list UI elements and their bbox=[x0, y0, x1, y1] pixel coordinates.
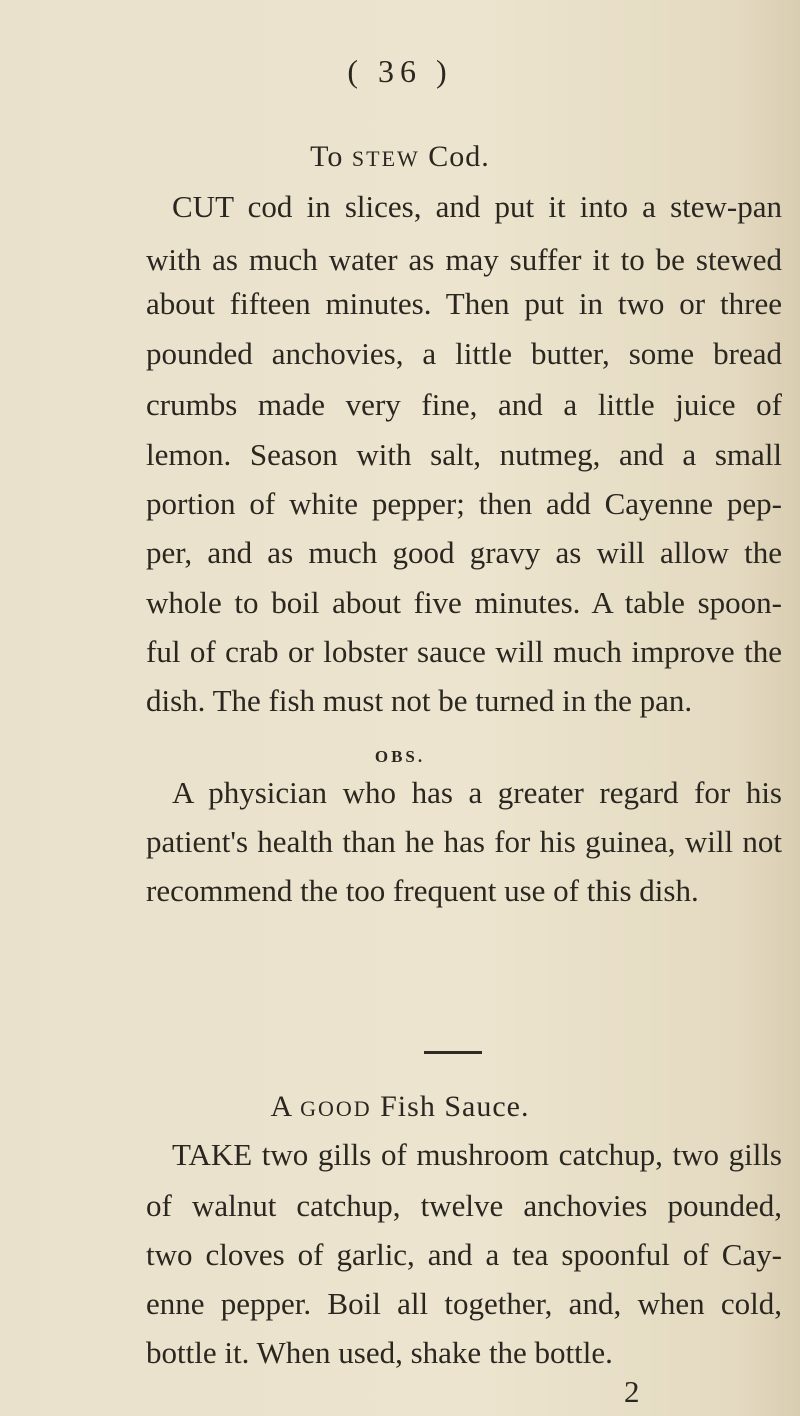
obs-line: patient's health than he has for his guinea, will not bbox=[146, 824, 782, 859]
body-line: whole to boil about five minutes. A table spoon- bbox=[146, 585, 782, 620]
heading-small-caps: GOOD bbox=[300, 1096, 372, 1121]
body-line: pounded anchovies, a little butter, some bread bbox=[146, 336, 782, 371]
heading-part: Fish Sauce. bbox=[371, 1090, 530, 1123]
body-line: dish. The fish must not be turned in the pan. bbox=[146, 683, 693, 718]
body-line: bottle it. When used, shake the bottle. bbox=[146, 1335, 613, 1370]
body-line: crumbs made very fine, and a little juice of bbox=[146, 387, 782, 422]
obs-line: A physician who has a greater regard for his bbox=[172, 775, 782, 810]
page-number: ( 36 ) bbox=[347, 53, 453, 89]
heading-part: To bbox=[310, 140, 352, 173]
obs-label: OBS. bbox=[374, 747, 426, 766]
body-line: about fifteen minutes. Then put in two or three bbox=[146, 286, 782, 321]
body-line: portion of white pepper; then add Cayenne pep- bbox=[146, 486, 782, 521]
body-line: two cloves of garlic, and a tea spoonful of Cay- bbox=[146, 1237, 782, 1272]
obs-line: recommend the too frequent use of this dish. bbox=[146, 873, 699, 908]
body-line: CUT cod in slices, and put it into a stew-pan bbox=[172, 189, 782, 224]
body-line: per, and as much good gravy as will allow the bbox=[146, 535, 782, 570]
signature-mark: 2 bbox=[624, 1374, 640, 1409]
body-line: lemon. Season with salt, nutmeg, and a small bbox=[146, 437, 782, 472]
body-line: TAKE two gills of mushroom catchup, two gills bbox=[172, 1137, 782, 1172]
section-divider bbox=[424, 1051, 482, 1054]
body-line: enne pepper. Boil all together, and, when cold, bbox=[146, 1286, 782, 1321]
body-line: with as much water as may suffer it to be stewed bbox=[146, 242, 782, 277]
heading-part: Cod. bbox=[419, 140, 490, 173]
recipe-heading-fish-sauce bbox=[0, 1083, 800, 1133]
body-line: ful of crab or lobster sauce will much improve the bbox=[146, 634, 782, 669]
body-line: of walnut catchup, twelve anchovies pounded, bbox=[146, 1188, 782, 1223]
recipe-heading-stew-cod bbox=[0, 133, 800, 183]
heading-part: A bbox=[270, 1090, 301, 1123]
heading-small-caps: STEW bbox=[351, 146, 420, 171]
